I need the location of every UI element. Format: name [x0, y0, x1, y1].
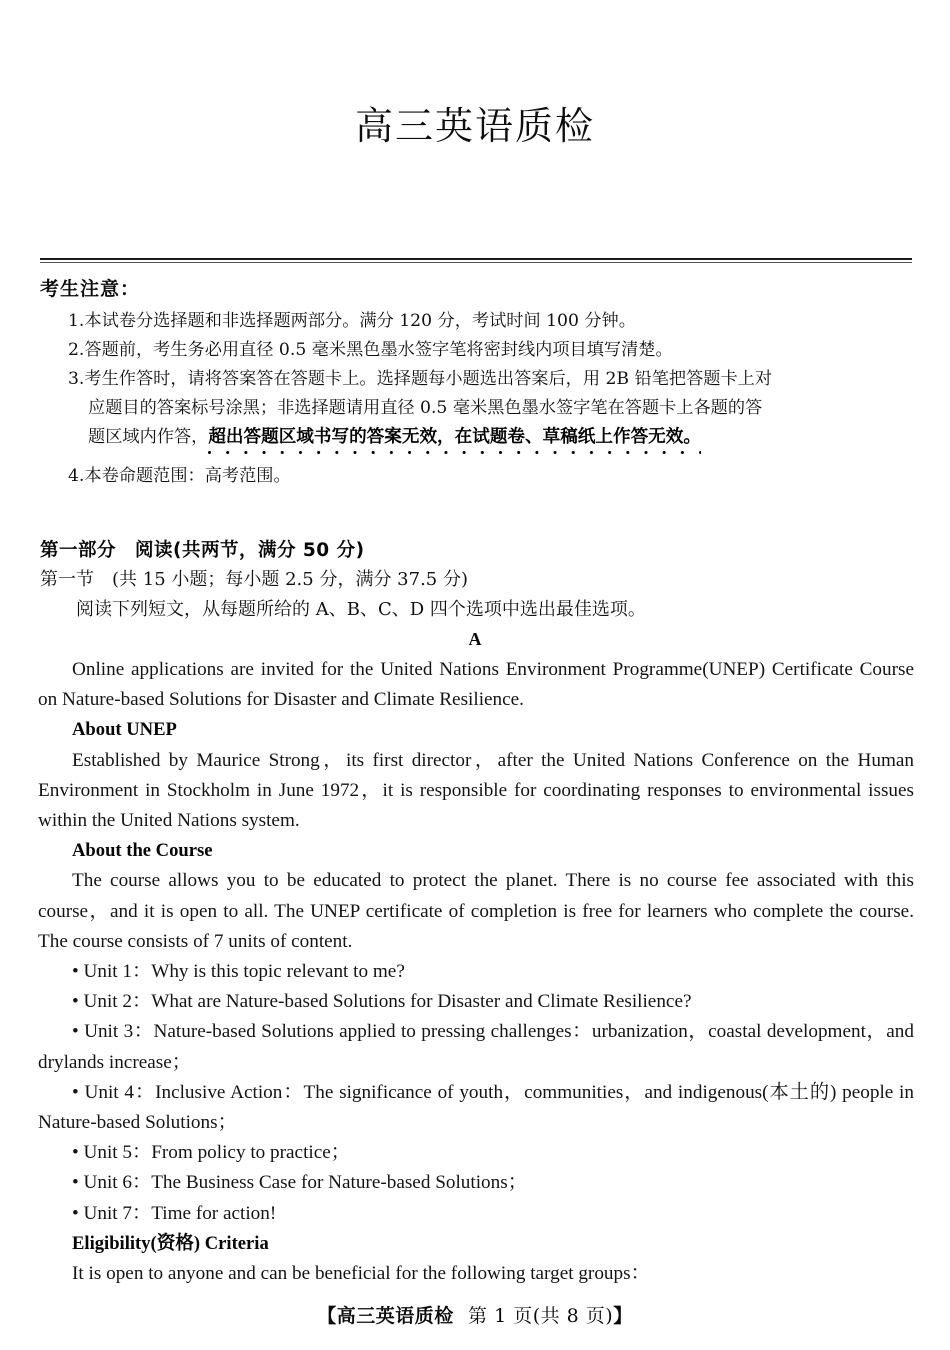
footer-bracket-close: 】	[613, 1305, 633, 1327]
notice-item-3-emphasis: 超出答题区域书写的答案无效，在试题卷、草稿纸上作答无效。	[208, 427, 701, 447]
footer-page-number: 第 1 页(共 8 页)	[468, 1305, 614, 1327]
passage-label-a: A	[468, 629, 482, 649]
passage-body	[38, 655, 914, 1289]
notice-item-2: 2.答题前，考生务必用直径 0.5 毫米黑色墨水签字笔将密封线内项目填写清楚。	[68, 340, 673, 360]
footer-bracket-open: 【	[317, 1305, 337, 1327]
about-unep-paragraph: Established by Maurice Strong，its first director，after the United Nations Conference on the Human Environment in Stockholm in June 1972，it is responsible for coordinating responses to environmental issues within the United Nations system.	[38, 749, 914, 832]
eligibility-heading: Eligibility(资格) Criteria	[72, 1232, 269, 1254]
divider-line-thick	[40, 258, 912, 260]
unit-item: • Unit 2：What are Nature-based Solutions for Disaster and Climate Resilience?	[72, 991, 692, 1013]
section-one-instruction: 阅读下列短文，从每题所给的 A、B、C、D 四个选项中选出最佳选项。	[76, 599, 646, 620]
about-course-heading: About the Course	[72, 840, 213, 862]
notice-item-4: 4.本卷命题范围：高考范围。	[68, 466, 291, 486]
notice-item-3-line3	[68, 423, 916, 452]
notice-item-3-line1: 3.考生作答时，请将答案答在答题卡上。选择题每小题选出答案后，用 2B 铅笔把答题卡上对	[68, 369, 773, 389]
unit-item: • Unit 7：Time for action!	[72, 1202, 277, 1224]
notice-item-3-line3-plain: 题区域内作答，	[88, 427, 209, 447]
eligibility-paragraph: It is open to anyone and can be beneficial for the following target groups：	[72, 1263, 650, 1285]
passage-intro-paragraph: Online applications are invited for the United Nations Environment Programme(UNEP) Certificate Course on Nature-based Solutions for Disaster and Climate Resilience.	[38, 659, 914, 711]
unit-item: • Unit 3：Nature-based Solutions applied to pressing challenges：urbanization，coastal development，and drylands increase；	[38, 1021, 914, 1073]
page-footer	[0, 1301, 950, 1328]
unit-item: • Unit 5：From policy to practice；	[72, 1142, 350, 1164]
about-course-paragraph: The course allows you to be educated to protect the planet. There is no course fee associated with this course，and it is open to all. The UNEP certificate of completion is free for learners who complete the course. The course consists of 7 units of content.	[38, 870, 914, 952]
unit-item: • Unit 6：The Business Case for Nature-based Solutions；	[72, 1172, 527, 1194]
notice-heading: 考生注意：	[40, 278, 141, 300]
page-title: 高三英语质检	[354, 104, 595, 148]
header-divider	[40, 258, 912, 264]
footer-exam-title: 高三英语质检	[336, 1305, 454, 1327]
unit-item: • Unit 4：Inclusive Action：The significance of youth，communities，and indigenous(本土的) people in Nature-based Solutions；	[38, 1081, 914, 1134]
divider-line-thin	[40, 262, 912, 263]
part-one-heading: 第一部分 阅读(共两节，满分 50 分)	[40, 540, 365, 561]
candidate-notice-block	[40, 274, 916, 491]
notice-item-3	[40, 365, 916, 452]
unit-item: • Unit 1：Why is this topic relevant to me?	[72, 961, 405, 983]
about-unep-heading: About UNEP	[72, 719, 177, 741]
notice-item-3-line2: 应题目的答案标号涂黑；非选择题请用直径 0.5 毫米黑色墨水签字笔在答题卡上各题的答	[88, 398, 763, 418]
notice-item-1: 1.本试卷分选择题和非选择题两部分。满分 120 分，考试时间 100 分钟。	[68, 311, 636, 331]
section-one-heading: 第一节 (共 15 小题；每小题 2.5 分，满分 37.5 分)	[40, 569, 468, 590]
